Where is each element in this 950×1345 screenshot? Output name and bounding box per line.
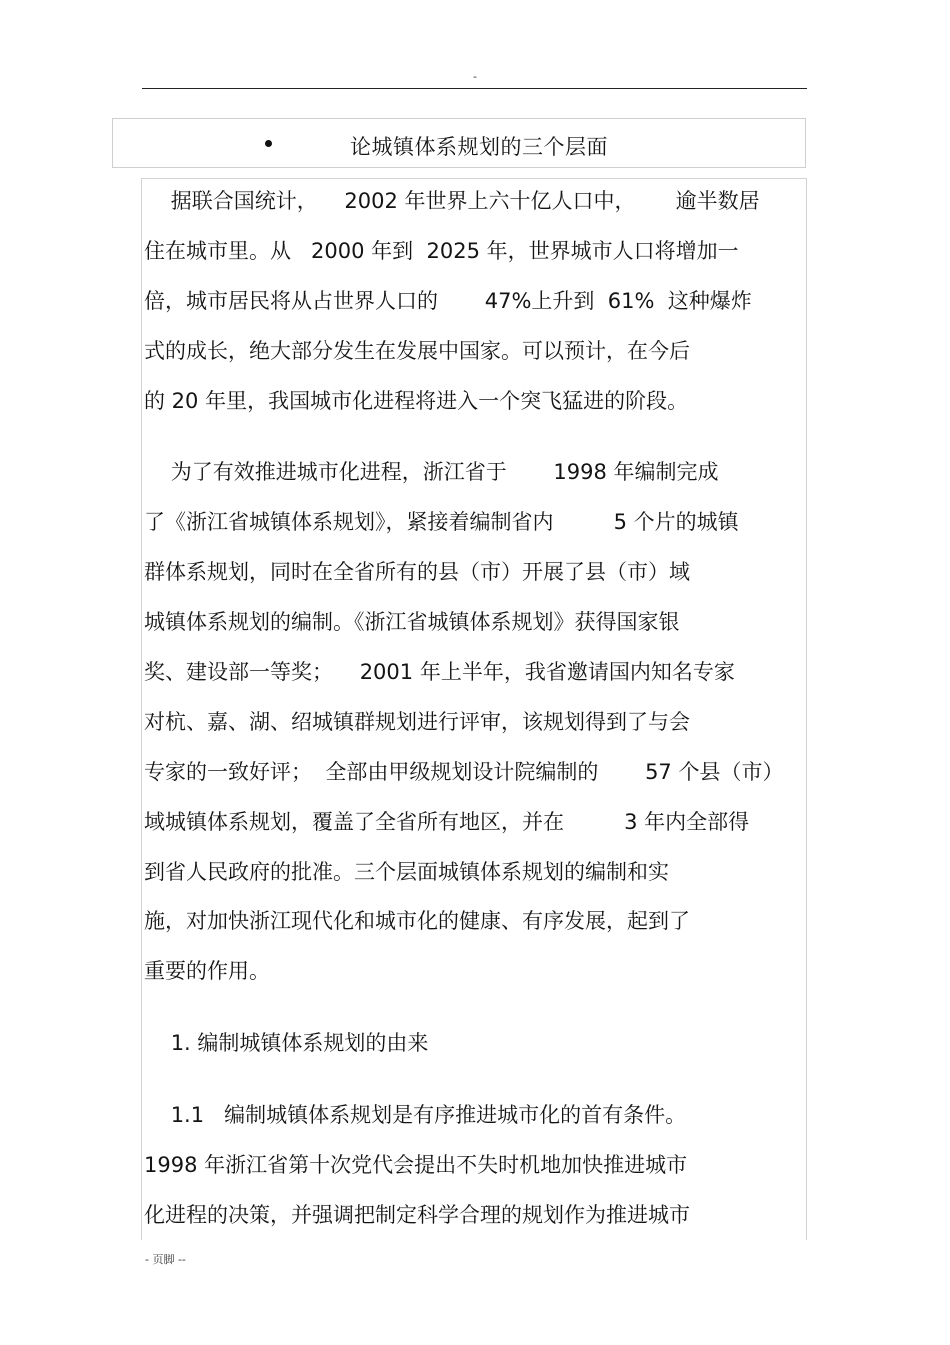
text-line: 住在城市里。从 2000 年到 2025 年，世界城市人口将增加一 <box>144 239 739 263</box>
text-line: 重要的作用。 <box>144 959 270 983</box>
document-title: 论城镇体系规划的三个层面 <box>350 135 608 159</box>
text-line: 1998 年浙江省第十次党代会提出不失时机地加快推进城市 <box>144 1153 688 1177</box>
text-line: 城镇体系规划的编制。《浙江省城镇体系规划》获得国家银 <box>144 610 680 634</box>
text-line: 倍，城市居民将从占世界人口的 47%上升到 61% 这种爆炸 <box>144 289 752 313</box>
text-line: 据联合国统计， 2002 年世界上六十亿人口中， 逾半数居 <box>144 189 760 213</box>
header-mark: - <box>473 70 477 83</box>
page-footer: - 页脚 -- <box>145 1253 186 1266</box>
text-line: 专家的一致好评； 全部由甲级规划设计院编制的 57 个县（市） <box>144 760 784 784</box>
header-rule <box>142 88 807 89</box>
title-box <box>112 118 806 168</box>
section-heading: 1. 编制城镇体系规划的由来 <box>144 1031 429 1055</box>
text-line: 群体系规划，同时在全省所有的县（市）开展了县（市）域 <box>144 560 690 584</box>
text-line: 到省人民政府的批准。三个层面城镇体系规划的编制和实 <box>144 860 669 884</box>
text-line: 了《浙江省城镇体系规划》，紧接着编制省内 5 个片的城镇 <box>144 510 739 534</box>
text-line: 为了有效推进城市化进程，浙江省于 1998 年编制完成 <box>144 460 719 484</box>
text-line: 1.1 编制城镇体系规划是有序推进城市化的首有条件。 <box>144 1103 687 1127</box>
text-line: 施，对加快浙江现代化和城市化的健康、有序发展，起到了 <box>144 909 690 933</box>
bullet-icon <box>265 140 272 147</box>
text-line: 式的成长，绝大部分发生在发展中国家。可以预计，在今后 <box>144 339 690 363</box>
text-line: 的 20 年里，我国城市化进程将进入一个突飞猛进的阶段。 <box>144 389 689 413</box>
text-line: 域城镇体系规划，覆盖了全省所有地区，并在 3 年内全部得 <box>144 810 750 834</box>
text-line: 化进程的决策，并强调把制定科学合理的规划作为推进城市 <box>144 1203 690 1227</box>
text-line: 奖、建设部一等奖； 2001 年上半年，我省邀请国内知名专家 <box>144 660 735 684</box>
text-line: 对杭、嘉、湖、绍城镇群规划进行评审，该规划得到了与会 <box>144 710 690 734</box>
